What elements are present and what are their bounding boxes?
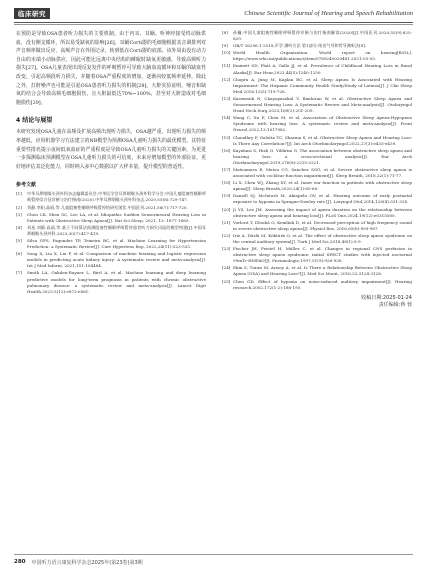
reference-number: [7]	[16, 270, 22, 276]
reference-number: [3]	[16, 211, 22, 217]
header-rule	[14, 22, 413, 23]
reference-item	[16, 191, 206, 203]
reference-number: [4]	[16, 224, 22, 230]
reference-number: [22]	[222, 232, 231, 238]
reference-item	[222, 279, 412, 291]
reference-number: [6]	[16, 251, 22, 257]
reference-text: Ekin S, Turan M, Arısoy A, et al. Is There a Relationship Between Obstructive Sleep Apnea (OSA) and Hearing Loss?[J]. Med Sci Monit, 2016,22:3124-3128.	[233, 265, 412, 277]
footer-rule	[14, 554, 413, 555]
reference-text: Silva GFS, Fagundes TP, Teixeira BC, et al. Machine Learning for Hypertension Prediction: a Systematic Review[J]. Curr Hypertens Rep, 2022,24(11):523-533.	[27, 237, 206, 250]
reference-item	[222, 43, 412, 49]
reference-item	[222, 265, 412, 277]
reference-item	[222, 180, 412, 192]
discussion-paragraph: 在预防是导致OSA患者听力损失的主要机制。由于内耳、耳蜗、听神经接受终动脉供血，没有侧支循环，所以易受缺氧的影响[26]。耳蜗Corti器的毛细胞根据其音调排列对声音频率做出反应，高频声音在外围记录，转到低在Corti器的底部。该外周由没有动力自由的末端小动脉供应，因此可能比远离中央结构的睡眠时缺氧更敏感，导致高频听力损失[27]。OSA儿童表现出现反复发作的呼吸暂停可导致大脑血流循环和耳蜗的缺血性改变，引起高频段听力损失，并随着OSA严重程度的增加，逐渐向较低频率延伸。除此之外，打鼾噪声也可能是引起OSA患者听力损失的机制[28]。大鼾实验证明，噪音和缺氧的结合会导致高频毛细胞损伤，且大鼾最低达70%~100%，甚至对大鼾造成对毛细胞损伤[29]。	[16, 31, 206, 106]
page-footer	[14, 557, 413, 567]
reference-text: Chopra A, Jung M, Kaplan RC, et al. Sleep Apnea Is Associated with Hearing Impairment: The Hispanic Community Health Study/Study of Latinos[J]. J Clin Sleep Med,2016,12(5):719-726.	[233, 76, 412, 94]
reference-item	[222, 30, 412, 42]
received-date: 收稿日期:2025-01-24	[361, 294, 412, 301]
reference-item	[16, 238, 206, 250]
reference-number: [13]	[222, 95, 231, 101]
reference-text: Iriz A, Düzlü M, Köktürk O, et al. The effect of obstructive sleep apnea syndrome on the central auditory system[J]. Turk J Med Sci,2018,48(1):5-9.	[233, 232, 412, 244]
reference-number: [1]	[16, 191, 22, 197]
reference-number: [17]	[222, 166, 231, 172]
reference-item	[222, 167, 412, 179]
section-tag: 临床研究	[14, 8, 50, 19]
references-list-right	[222, 30, 412, 291]
reference-item	[222, 193, 412, 205]
reference-text: 中华耳鼻咽喉头颈外科杂志编辑委员会,中华医学会耳鼻咽喉头颈外科学分会,中国儿童阻塞性睡眠呼吸暂停综合征诊断与治疗指南(2020).中华耳鼻咽喉头颈外科杂志,2020,55(8):729-747.	[27, 191, 206, 203]
references-title: 参考文献	[16, 182, 37, 189]
reference-number: [5]	[16, 237, 22, 243]
reference-text: Chaudhry P, Gulotta TC, Sharma S, et al. Obstructive Sleep Apnea and Hearing Loss: Is There Any Correlation?[J]. Int Arch Otorhinolaryngol,2022,27(3):e433-e439.	[233, 134, 412, 146]
reference-item	[222, 220, 412, 232]
reference-text: Kasemsuk N, Chayopasakul V, Banhiran W, et al. Obstructive Sleep Apnea and Sensorineural Hearing Loss: A Systematic Review and Meta-analysis[J]. Otolaryngol Head Neck Surg,2023,169(2):201-209.	[233, 95, 412, 114]
reference-item	[222, 148, 412, 166]
reference-number: [24]	[222, 265, 231, 271]
reference-item	[16, 251, 206, 269]
reference-text: Chen CK, Shen SC, Lee LA, et al. Idiopathic Sudden Sensorineural Hearing Loss in Patients with Obstructive Sleep Apnea[J]. Nat Sci Sleep, 2021, 13: 1877-1885.	[27, 211, 206, 223]
page-header	[14, 6, 413, 20]
footer-journal: 中国听力语言康复科学杂志2025年(第23卷)第3期	[31, 559, 143, 566]
reference-number: [21]	[222, 219, 231, 225]
reference-text: Smith LA, Oakden-Rayner L, Bird A, et al. Machine learning and deep learning predictive models for long-term prognosis in patients with chronic obstructive pulmonary disease: a systematic review and meta-analysis[J]. Lancet Digit Health,2023,5(12):e872-e881.	[27, 270, 206, 294]
reference-text: Wang C, Xu F, Chen M, et al. Association of Obstructive Sleep Apnea-Hypopnea Syndrome with hearing loss: A systematic review and meta-analysis[J]. Front Neurol,2022,13:1017982.	[233, 115, 412, 133]
reference-text: Song X, Liu X, Liu F, et al. Comparison of machine learning and logistic regression models in predicting acute kidney injury: A systematic review and meta-analysis[J]. Int J Med Inform, 2021,151:104484.	[27, 251, 206, 269]
reference-number: [8]	[222, 30, 228, 35]
reference-text: World Health Organization. World report on hearing[R/OL]. https://www.who.int/publications/i/item/9789240020481.2021-03-03.	[233, 50, 412, 62]
reference-text: 刘星,刘静,高丽,等.基于不同算法预测阻塞性睡眠呼吸暂停患者听力损失风险的模型构建[J].中国耳鼻咽喉头颈外科,2023,30(7):417-419.	[27, 224, 206, 236]
reference-item	[16, 270, 206, 294]
reference-number: [9]	[222, 43, 228, 49]
reference-number: [25]	[222, 278, 231, 284]
section-heading-conclusion: 4 结论与展望	[16, 117, 53, 125]
reference-number: [15]	[222, 134, 231, 140]
responsible-editor: 责任编辑:蒋 蓉	[378, 301, 412, 308]
reference-item	[222, 63, 412, 75]
reference-number: [2]	[16, 204, 22, 210]
reference-number: [18]	[222, 180, 231, 186]
reference-item	[222, 115, 412, 133]
header-rule-thin	[14, 24, 413, 25]
reference-item	[16, 225, 206, 237]
journal-title: Chinese Scientific Journal of Hearing and Speech Rehabilitation	[244, 9, 413, 17]
reference-number: [16]	[222, 147, 231, 153]
right-column	[222, 30, 412, 309]
reference-number: [19]	[222, 193, 231, 199]
reference-item	[222, 77, 412, 95]
reference-number: [10]	[222, 50, 231, 56]
reference-text: Chen GD. Effect of hypoxia on noise-induced auditory impairment[J]. Hearing research,2002,172(1-2):186-195.	[233, 278, 412, 290]
reference-text: Fischer JH, Feistel H, Müller C, et al. Changes in regional CNS perfusion in obstructive sleep apnea syndrome: initial SPECT studies with injected nocturnal 99mTc-HMPAO[J]. Pneumologie,1997,51(9):926-930.	[233, 246, 412, 264]
reference-text: Vorlová T, Dlouhá O, Kemlink D, et al. Decreased perception of high frequency sound in severe obstructive sleep apnea[J]. Physiol Res, 2016,65(6):959-967.	[233, 219, 412, 231]
references-list-left	[16, 191, 206, 295]
page-number: 280	[14, 559, 26, 565]
reference-number: [23]	[222, 246, 231, 252]
reference-item	[222, 96, 412, 114]
reference-text: Emmett SD, Platt A, Gallo JJ, et al. Prevalence of Childhood Hearing Loss in Rural Alaska[J]. Ear Hear,2023,44(5):1240-1250.	[233, 63, 412, 75]
reference-item	[222, 246, 412, 264]
reference-text: Ji YS, Lee JM. Assessing the impact of apnea duration on the relationship between obstructive sleep apnea and hearing loss[J]. PLoS One,2024,19(12):e0315580.	[233, 206, 412, 218]
reference-text: GB/T 16296.1-2018,声学 测听方法 第1部分:纯音气导和骨导测听法[S].	[233, 43, 367, 49]
reference-number: [14]	[222, 115, 231, 121]
reference-number: [20]	[222, 206, 231, 212]
reference-item	[16, 212, 206, 224]
reference-text: Li X, Chen WJ, Zhang XY, et al. Inner ear function in patients with obstructive sleep apnea[J]. Sleep Breath,2020,24(1):65-69.	[233, 180, 412, 192]
reference-number: [12]	[222, 76, 231, 82]
left-column	[16, 30, 206, 296]
reference-item	[222, 207, 412, 219]
reference-text: 孙巍.中国儿童阻塞性睡眠呼吸暂停诊断与治疗指南解读(2020)[J].中国医刊,2020,55(9):825-829.	[233, 30, 412, 42]
reference-item	[222, 50, 412, 62]
reference-text: Matsumura E, Matsu CG, Sanchez SGG, et al. Severe obstructive sleep apnea is associated with cochlear function impairment[J]. Sleep Breath, 2018,22(1):71-77.	[233, 166, 412, 179]
reference-item	[222, 135, 412, 147]
conclusion-paragraph: 本研究发现OSA儿童在高频及扩展高频出现听力损失，OSA越严重，出现听力损失的频率越低，应用机器学习方法建立的NB模型为预测OSA儿童听力损失的最优模型。其特征重要性排名提示夜间低氧血症的严重程度是导致OSA儿童听力损失的关键因素。为更进一步探测临床预测模型在OSA儿童听力损失的可信度，未来应增加模型的外部验证，更好地评估其泛化能力，同时纳入多中心数据以扩大样本量，提升模型的普适性。	[16, 129, 206, 170]
reference-text: Kayabasi S, Hizli O, Yildirim G. The association between obstructive sleep apnea and hearing loss: a cross-sectional analysis[J]. Eur Arch Otorhinolaryngol,2019,276(8):2215-2221.	[233, 147, 412, 165]
reference-text: 刘静,李阳,高丽,等.儿童阻塞性睡眠呼吸暂停的研究现状.中国医刊,2021,56(7):717-720.	[27, 204, 188, 210]
reference-text: Daniell SJ, McIntosh M, Akinpelu OV, et al. Hearing outcome of early postnatal exposure to hypoxia in Sprague-Dawley rats [J]. Laryngol Otol,2014,128(4):331-335.	[233, 193, 412, 205]
reference-item	[222, 233, 412, 245]
reference-item	[16, 205, 206, 211]
article-meta	[222, 295, 412, 309]
reference-number: [11]	[222, 63, 231, 69]
